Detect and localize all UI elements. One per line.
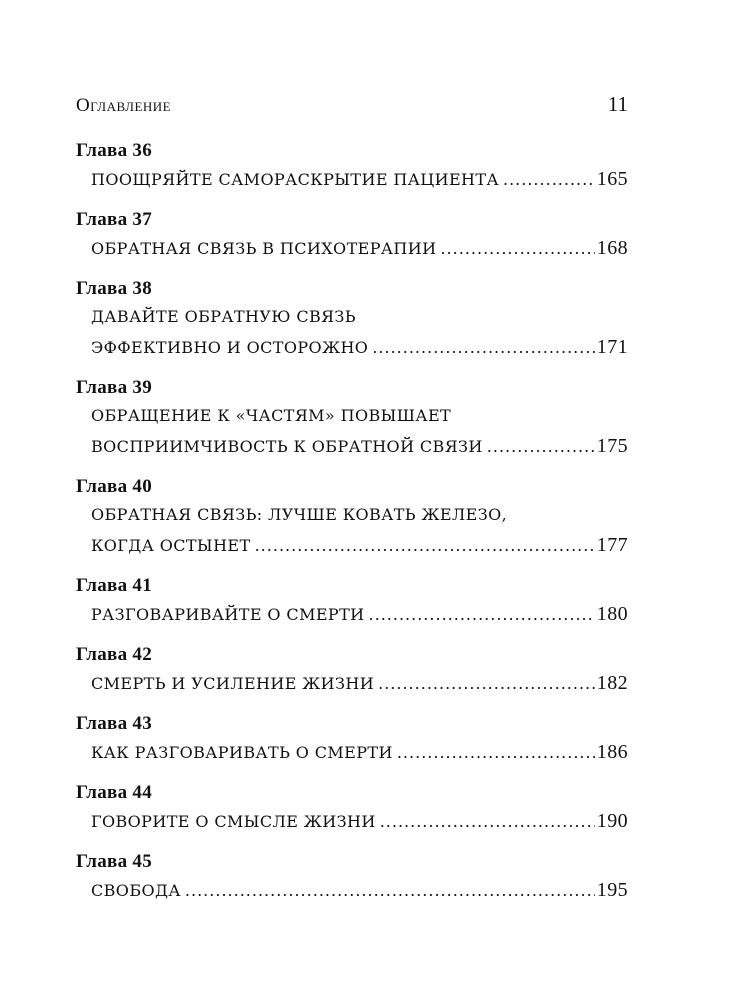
entry-title-text: ГОВОРИТЕ О СМЫСЛЕ ЖИЗНИ [91, 812, 376, 831]
toc-entry[interactable] [76, 276, 628, 362]
toc-entry[interactable] [76, 711, 628, 767]
entry-page-number: 195 [596, 879, 628, 901]
entry-title-line [91, 302, 628, 332]
dot-leader [378, 669, 595, 699]
dot-leader [255, 531, 595, 561]
chapter-label: Глава 41 [76, 575, 153, 596]
running-head-title: Оглавление [76, 95, 172, 116]
dot-leader [380, 807, 595, 837]
entry-title-text: РАЗГОВАРИВАЙТЕ О СМЕРТИ [91, 605, 365, 624]
dot-leader [185, 876, 595, 906]
entry-page-number: 168 [596, 237, 628, 259]
entry-title-text: ОБРАТНАЯ СВЯЗЬ: ЛУЧШЕ КОВАТЬ ЖЕЛЕЗО, [91, 505, 508, 524]
entry-title-text: КАК РАЗГОВАРИВАТЬ О СМЕРТИ [91, 743, 393, 762]
entry-page-number: 182 [596, 672, 628, 694]
toc-entry[interactable] [76, 474, 628, 560]
entry-title-line [91, 233, 628, 263]
chapter-label: Глава 38 [76, 278, 153, 299]
toc-entry[interactable] [76, 207, 628, 263]
dot-leader [440, 234, 594, 264]
toc-entry[interactable] [76, 780, 628, 836]
chapter-label: Глава 37 [76, 209, 153, 230]
entry-title-text: ЭФФЕКТИВНО И ОСТОРОЖНО [91, 338, 369, 357]
entry-title-text: ОБРАЩЕНИЕ К «ЧАСТЯМ» ПОВЫШАЕТ [91, 406, 452, 425]
chapter-label: Глава 42 [76, 644, 153, 665]
toc-entry[interactable] [76, 375, 628, 461]
toc-list [76, 138, 628, 905]
entry-title-line [91, 332, 628, 362]
entry-page-number: 165 [596, 168, 628, 190]
chapter-label: Глава 45 [76, 851, 153, 872]
entry-page-number: 190 [596, 810, 628, 832]
entry-title-text: ВОСПРИИМЧИВОСТЬ К ОБРАТНОЙ СВЯЗИ [91, 437, 483, 456]
dot-leader [369, 600, 595, 630]
toc-entry[interactable] [76, 849, 628, 905]
entry-title-line [91, 737, 628, 767]
entry-title-line [91, 668, 628, 698]
entry-title-line [91, 431, 628, 461]
page-number: 11 [607, 92, 628, 116]
entry-title-line [91, 401, 628, 431]
chapter-label: Глава 39 [76, 377, 153, 398]
entry-page-number: 186 [596, 741, 628, 763]
chapter-label: Глава 40 [76, 476, 153, 497]
chapter-label: Глава 43 [76, 713, 153, 734]
entry-title-line [91, 806, 628, 836]
entry-page-number: 177 [596, 534, 628, 556]
dot-leader [397, 738, 595, 768]
entry-title-line [91, 599, 628, 629]
entry-title-text: ОБРАТНАЯ СВЯЗЬ В ПСИХОТЕРАПИИ [91, 239, 437, 258]
toc-entry[interactable] [76, 573, 628, 629]
entry-title-text: СВОБОДА [91, 881, 181, 900]
entry-title-text: ДАВАЙТЕ ОБРАТНУЮ СВЯЗЬ [91, 307, 356, 326]
dot-leader [503, 165, 595, 195]
chapter-label: Глава 44 [76, 782, 153, 803]
entry-page-number: 180 [596, 603, 628, 625]
dot-leader [372, 333, 594, 363]
entry-title-line [91, 164, 628, 194]
table-of-contents-page [76, 92, 628, 905]
entry-title-line [91, 500, 628, 530]
running-head [76, 92, 628, 122]
entry-title-line [91, 875, 628, 905]
chapter-label: Глава 36 [76, 140, 153, 161]
entry-title-text: ПООЩРЯЙТЕ САМОРАСКРЫТИЕ ПАЦИЕНТА [91, 170, 499, 189]
toc-entry[interactable] [76, 138, 628, 194]
entry-page-number: 175 [596, 435, 628, 457]
entry-page-number: 171 [596, 336, 628, 358]
dot-leader [487, 432, 595, 462]
entry-title-text: КОГДА ОСТЫНЕТ [91, 536, 251, 555]
entry-title-text: СМЕРТЬ И УСИЛЕНИЕ ЖИЗНИ [91, 674, 375, 693]
toc-entry[interactable] [76, 642, 628, 698]
entry-title-line [91, 530, 628, 560]
